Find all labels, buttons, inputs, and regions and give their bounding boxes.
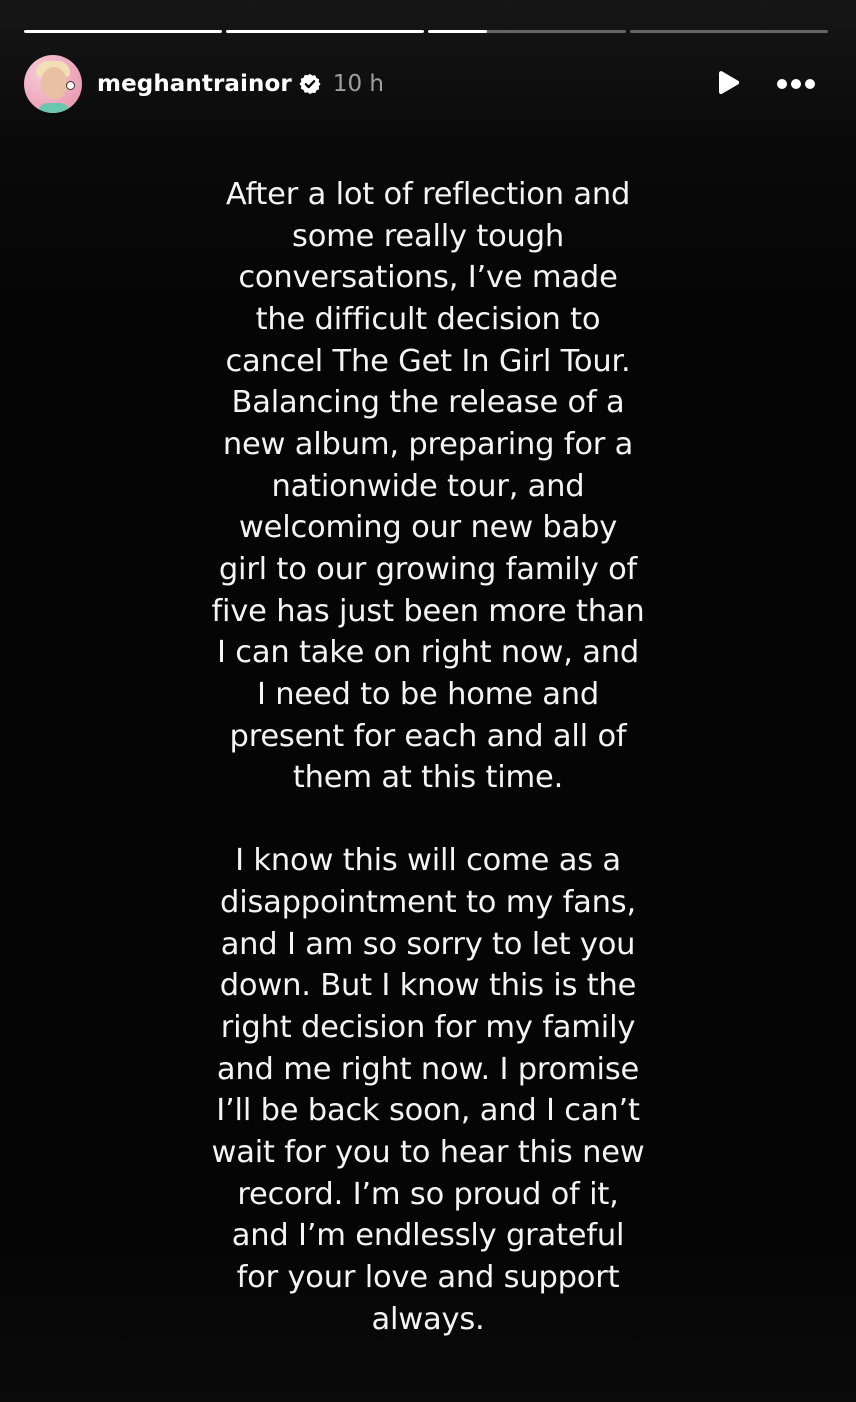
more-options-button[interactable] (774, 66, 818, 102)
text-line: for your love and support (236, 1260, 620, 1296)
text-line: always. (371, 1301, 485, 1337)
text-line: cancel The Get In Girl Tour. (225, 343, 631, 379)
progress-fill (226, 30, 424, 33)
avatar-earring (66, 81, 75, 90)
text-line: Balancing the release of a (231, 385, 625, 421)
text-line: some really tough (292, 218, 564, 254)
progress-segment-3[interactable] (428, 30, 626, 33)
profile-avatar[interactable] (24, 55, 82, 113)
progress-fill (24, 30, 222, 33)
post-timestamp: 10 h (332, 71, 385, 97)
avatar-clothing (38, 103, 70, 113)
progress-segment-1[interactable] (24, 30, 222, 33)
text-line: five has just been more than (211, 593, 645, 629)
verified-badge-icon (299, 73, 321, 95)
text-line: I can take on right now, and (216, 635, 639, 671)
text-line: right decision for my family (220, 1010, 636, 1046)
text-line: nationwide tour, and (271, 468, 585, 504)
text-line: down. But I know this is the (219, 968, 637, 1004)
text-line: record. I’m so proud of it, (237, 1176, 619, 1212)
text-line: the difficult decision to (255, 301, 601, 337)
text-line: I need to be home and (256, 676, 600, 712)
text-line: welcoming our new baby (238, 510, 618, 546)
text-line: After a lot of reflection and (225, 177, 631, 212)
story-text-content (150, 174, 706, 1340)
more-horizontal-icon (776, 78, 816, 90)
story-header (24, 55, 832, 113)
progress-segment-4[interactable] (630, 30, 828, 33)
text-line: wait for you to hear this new (211, 1135, 645, 1171)
text-line: present for each and all of (229, 718, 627, 754)
text-line: new album, preparing for a (222, 426, 634, 462)
text-line: I know this will come as a (235, 843, 621, 879)
text-line: I’ll be back soon, and I can’t (216, 1093, 640, 1129)
text-line: and me right now. I promise (216, 1051, 640, 1087)
text-line: disappointment to my fans, (220, 885, 636, 921)
text-line: and I’m endlessly grateful (231, 1218, 625, 1254)
username-link[interactable]: meghantrainor (97, 71, 292, 97)
text-line: them at this time. (292, 760, 564, 796)
story-progress-bar (24, 30, 828, 33)
play-button[interactable] (710, 66, 746, 102)
avatar-face (41, 67, 67, 99)
paragraph-gap (150, 799, 706, 841)
play-icon (715, 70, 741, 98)
progress-fill (428, 30, 487, 33)
text-line: and I am so sorry to let you (220, 926, 636, 962)
progress-segment-2[interactable] (226, 30, 424, 33)
text-line: conversations, I’ve made (238, 260, 618, 296)
text-line: girl to our growing family of (218, 551, 638, 587)
